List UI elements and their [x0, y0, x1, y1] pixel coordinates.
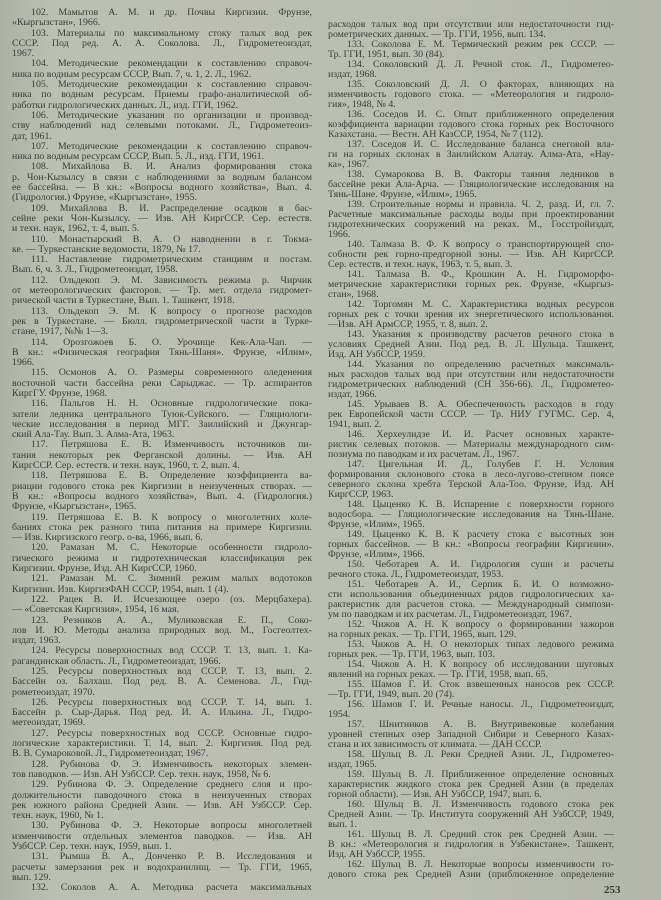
entry-line: 135. Соколовский Д. Л. О факторах, влияющих на [347, 79, 614, 90]
bibliography-entry [328, 700, 614, 720]
bibliography-entry [12, 780, 312, 821]
bibliography-entry [328, 360, 614, 400]
entry-line: метеоиздат, 1969. [12, 717, 86, 729]
entry-line: 127. Ресурсы поверхностных вод СССР. Основные гидро- [31, 727, 312, 739]
entry-line: издат, 1966. [328, 389, 377, 400]
entry-line: Киргизии. Изв. КиргизФАН СССР, 1954, вып. 1 (4). [12, 583, 229, 595]
entry-line: Сер. естеств. и техн. наук, 1963, т. 5, вып. 3. [328, 259, 513, 270]
bibliography-entry [12, 255, 312, 276]
entry-line: 134. Соколовский Д. Л. Речной сток. Л., Гидрометео- [347, 59, 614, 70]
entry-line: работки гидрологических данных. Л., изд. ГГИ, 1962. [12, 99, 239, 111]
bibliography-entry [328, 770, 614, 800]
entry-line: стан», 1968. [328, 289, 379, 300]
entry-line: восточной части бассейна реки Сарыджас. — Тр. аспирантов [12, 377, 312, 389]
entry-line: вып. 1. [328, 819, 357, 830]
entry-line: 156. Шамов Г. И. Речные наносы. Л., Гидрометеоиздат, [347, 699, 614, 710]
entry-line: ческие исследования в период МГГ. Заилийский и Джунгар- [12, 418, 312, 430]
entry-line: 120. Рамазан М. С. Некоторые особенности гидроло- [31, 542, 312, 554]
entry-line: — Изв. Киргизского геогр. о-ва, 1966, вып. 6. [12, 532, 203, 544]
bibliography-entry [12, 235, 312, 256]
entry-line: 144. Указания по определению расчетных максималь- [347, 359, 614, 370]
bibliography-entry [328, 750, 614, 770]
entry-line: должительности паводочного стока в неизученных створах [12, 789, 312, 801]
entry-line: р. Чон-Кызылсу в связи с наблюдениями за водным балансом [12, 171, 312, 183]
entry-line: 1966. [12, 357, 35, 369]
bibliography-entry [12, 883, 312, 893]
bibliography-entry [12, 440, 312, 471]
bibliography-entry [12, 399, 312, 440]
entry-line: Вып. 6, ч. 3. Л., Гидрометеоиздат, 1958. [12, 264, 178, 276]
entry-line: ум по паводкам и их расчетам. Л., Гидрометеоиздат, 1967. [328, 609, 572, 620]
bibliography-entry [328, 560, 614, 580]
entry-line: Фрунзе, «Илим», 1965. [328, 519, 425, 530]
entry-line: горной области). — Изв. АН УзбССР, 1947, вып. 6. [328, 789, 542, 800]
entry-line: 123. Резников А. А., Муликовская Е. П., Соко- [31, 614, 312, 626]
entry-line: Казахстана. — Вестн. АН КазССР, 1954, № 7 (112). [328, 129, 544, 140]
entry-line: дат, 1961. [12, 130, 52, 142]
bibliography-entry [328, 300, 614, 330]
bibliography-entry [12, 513, 312, 544]
entry-line: 131. Рымша В. А., Донченко Р. В. Исследования и [31, 851, 312, 863]
bibliography-entry [12, 543, 312, 574]
entry-line: 158. Шульц В. Л. Реки Средней Азии. Л., Гидрометео- [347, 749, 614, 760]
entry-line: рек Европейской части СССР. — Тр. НИУ ГУГМС. Сер. 4, [328, 409, 614, 420]
entry-line: 115. Осмонов А. О. Размеры современного оледенения [31, 367, 312, 379]
entry-line: горных рек с точки зрения их энергетического использования. [328, 309, 614, 320]
bibliography-entry [12, 595, 312, 616]
bibliography-entry [12, 368, 312, 399]
entry-line: 118. Петряшова Е. В. Определение коэффициента ва- [31, 470, 312, 482]
bibliography-entry [328, 80, 614, 110]
bibliography-entry [12, 760, 312, 781]
bibliography-entry [12, 307, 312, 338]
bibliography-entry [328, 680, 614, 700]
entry-line: ристик селевых потоков. — Материалы международного сим- [328, 439, 614, 450]
bibliography-entry [328, 620, 614, 640]
entry-line: 137. Соседов И. С. Исследование баланса снеговой вла- [347, 139, 614, 150]
bibliography-entry [12, 276, 312, 307]
entry-line: ке. — Туркестанские ведомости, 1879, № 17. [12, 243, 201, 255]
bibliography-entry [12, 616, 312, 647]
bibliography-entry [328, 660, 614, 680]
entry-line: 110. Монастырский В. А. О наводнении в г. Токма- [31, 233, 312, 245]
entry-line: 129. Рубинова Ф. Э. Определение среднего слоя и про- [31, 779, 312, 791]
entry-line: 121. Рамазан М. С. Зимний режим малых водотоков [31, 573, 312, 585]
entry-line: Тр. ГГИ, 1951, вып. 30 (84). [328, 49, 445, 60]
bibliography-entry [12, 111, 312, 142]
entry-line: 112. Ольдекоп Э. М. Зависимость режима р. Чирчик [31, 274, 312, 286]
entry-line: рометеоиздат, 1970. [12, 686, 95, 698]
entry-line: формирования склонового стока в лесо-лугово-степном поясе [328, 469, 614, 480]
entry-line: лов И. Ю. Методы анализа природных вод. М., Госгеолтех- [12, 624, 312, 636]
entry-line: риации годового стока рек Киргизии в неизученных створах. — [12, 480, 312, 492]
bibliography-right-column [328, 20, 614, 880]
entry-line: логические характеристики. Т. 14, вып. 2. Киргизия. Под ред. [12, 738, 312, 750]
entry-line: 102. Мамытов А. М. и др. Почвы Киргизии. Фрунзе, [31, 7, 312, 18]
bibliography-entry [12, 471, 312, 512]
entry-line: ных расходов талых вод при отсутствии или недостаточности [328, 369, 614, 380]
bibliography-entry [328, 170, 614, 200]
entry-line: издат, 1968. [328, 69, 377, 80]
bibliography-entry [12, 80, 312, 111]
bibliography-entry [12, 8, 312, 29]
entry-line: речного стока. Л., Гидрометеоиздат, 1953. [328, 569, 504, 580]
entry-line: 107. Методические рекомендации к составлению справоч- [31, 140, 312, 152]
entry-line: В кн.: «Метеорология и гидрология в Узбекистане». Ташкент, [328, 839, 614, 850]
bibliography-entry [328, 60, 614, 80]
entry-line: — «Советская Киргизия», 1954, 16 мая. [12, 604, 180, 616]
bibliography-entry [12, 698, 312, 729]
bibliography-entry [12, 162, 312, 203]
bibliography-entry [328, 530, 614, 560]
entry-line: характеристик жидкого стока рек Средней Азии (в пределах [328, 779, 614, 790]
entry-line: водосбора. — Гляциологические исследования на Тянь-Шане. [328, 509, 614, 520]
entry-line: рометрических данных. — Тр. ГГИ, 1956, вып. 134. [328, 29, 546, 40]
entry-line: вып. 129. [12, 871, 51, 883]
entry-line: 119. Петряшова Е. В. К вопросу о многолетних коле- [31, 511, 312, 523]
entry-line: Киргизии. Фрунзе, Изд. АН КиргССР, 1960. [12, 563, 197, 575]
entry-line: 155. Шамов Г. И. Сток взвешенных наносов рек СССР. [347, 679, 614, 690]
entry-line: ству наблюдений над селевыми потоками. Л., Гидрометеоиз- [12, 120, 312, 132]
entry-line: 1966. [328, 229, 351, 240]
entry-line: 111. Наставление гидрометрическим станциям и постам. [31, 254, 312, 266]
entry-line: В кн.: «Вопросы водного хозяйства», Вып. 4. (Гидрология.) [12, 490, 312, 502]
bibliography-entry [328, 460, 614, 500]
entry-line: дового стока рек Средней Азии (приближенное определение [328, 869, 614, 880]
entry-line: Расчетные максимальные расходы воды при проектировании [328, 209, 614, 220]
entry-line: гидрометрических наблюдений (СН 356-66). Л., Гидрометео- [328, 379, 614, 390]
entry-line: 151. Чеботарев А. И., Серпик Б. И. О возможно- [347, 579, 614, 590]
entry-line: 152. Чижов А. Н. К вопросу о формировании зажоров [347, 619, 614, 630]
entry-line: 130. Рубинова Ф. Э. Некоторые вопросы многолетней [31, 820, 312, 832]
entry-line: затели ледника центрального Туюк-Суйского. — Гляциологи- [12, 408, 312, 420]
entry-line: 128. Рубинова Ф. Э. Изменчивость некоторых элемен- [31, 758, 312, 770]
entry-line: Фрунзе, «Илим», 1966. [328, 549, 425, 560]
bibliography-entry [328, 580, 614, 620]
entry-line: рек южного района Средней Азии. — Изв. АН УзбССР. Сер. [12, 799, 312, 811]
entry-line: баниях стока рек разного типа питания на примере Киргизии. [12, 521, 312, 533]
entry-line: 138. Сумарокова В. В. Факторы таяния ледников в [347, 169, 614, 180]
entry-line: 122. Рацек В. И. Исчезающее озеро (оз. Мерцбахера). [31, 593, 312, 605]
bibliography-entry [328, 720, 614, 750]
entry-line: 159. Шульц В. Л. Приближенное определение основных [347, 769, 614, 780]
entry-line: собности рек горно-предгорной зоны. — Изв. АН КиргССР. [328, 249, 614, 260]
entry-line: 136. Соседов И. С. Опыт приближенного определения [347, 109, 614, 120]
bibliography-entry [328, 860, 614, 880]
entry-line: ка», 1967. [328, 159, 370, 170]
entry-line: рек в Туркестане. — Бюлл. гидрометрической части в Турке- [12, 315, 312, 327]
entry-line: и техн. наук, 1962, т. 4, вып. 5. [12, 223, 140, 235]
entry-line: 126. Ресурсы поверхностных вод СССР. Т. 14, вып. 1. [31, 696, 312, 708]
entry-line: Тянь-Шане. Фрунзе, «Илим», 1965. [328, 189, 477, 200]
entry-line: 1954. [328, 709, 351, 720]
entry-line: 153. Чижов А. Н. О некоторых типах ледового режима [347, 639, 614, 650]
entry-line: В. В. Сумароковой. Л., Гидрометеоиздат, 1967. [12, 748, 209, 760]
entry-line: 141. Талмаза В. Ф., Крошкин А. Н. Гидроморфо- [347, 269, 614, 280]
entry-line: сти использования объединенных рядов гидрологических ха- [328, 589, 614, 600]
entry-line: издат, 1963. [12, 635, 61, 647]
entry-line: тания некоторых рек Ферганской долины. — Изв. АН [12, 449, 312, 461]
entry-line: КиргГУ. Фрунзе, 1968. [12, 387, 108, 399]
bibliography-entry [328, 330, 614, 360]
entry-line: 160. Шульц В. Л. Изменчивость годового стока рек [347, 799, 614, 810]
entry-line: расчеты замерзания рек и водохранилищ. — Тр. ГГИ, 1965, [12, 861, 312, 873]
entry-line: (Гидрология.) Фрунзе, «Кыргызстан», 1955. [12, 192, 197, 204]
entry-line: СССР. Под ред. А. А. Соколова. Л., Гидрометеоиздат, [12, 37, 312, 49]
entry-line: ги на горных склонах в Заилийском Алатау. Алма-Ата, «Нау- [328, 149, 614, 160]
entry-line: стана и их зависимость от климата. — ДАН СССР. [328, 739, 542, 750]
entry-line: 143. Указания к производству расчетов речного стока в [347, 329, 614, 340]
entry-line: 117. Петряшова Е. В. Изменчивость источников пи- [31, 439, 312, 451]
entry-line: изменчивости отдельных элементов паводков. — Изв. АН [12, 830, 312, 842]
entry-line: 162. Шульц В. Л. Некоторые вопросы изменчивости го- [347, 859, 614, 870]
bibliography-entry [328, 20, 614, 40]
bibliography-entry [12, 852, 312, 883]
bibliography-entry [12, 574, 312, 595]
page-number: 253 [604, 884, 621, 896]
entry-line: 105. Методические рекомендации к составлению справоч- [31, 79, 312, 91]
bibliography-entry [328, 400, 614, 430]
entry-line: 1941, вып. 2. [328, 419, 382, 430]
bibliography-entry [328, 830, 614, 860]
entry-line: Изд. АН УзбССР, 1955. [328, 849, 426, 860]
entry-line: уровней степных озер Западной Сибири и Северного Казах- [328, 729, 614, 740]
entry-line: издат, 1965. [328, 759, 377, 770]
entry-line: Бассейн оз. Балхаш. Под ред. В. А. Семенова. Л., Гид- [12, 676, 312, 688]
entry-line: рагандинская область. Л., Гидрометеоиздат, 1966. [12, 655, 221, 667]
bibliography-entry [12, 667, 312, 698]
entry-line: гического режима и гидротехническая классификация рек [12, 552, 312, 564]
entry-line: Фрунзе, «Кыргызстан», 1965. [12, 501, 137, 513]
bibliography-left-column [12, 8, 312, 894]
entry-line: техн. наук, 1960, № 1. [12, 810, 104, 822]
entry-line: коэффициента вариации годового стока горных рек Восточного [328, 119, 614, 130]
entry-line: Средней Азии. — Тр. Института сооружений АН УзбССР, 1949, [328, 809, 614, 820]
entry-line: метрические характеристики горных рек. Фрунзе, «Кыргыз- [328, 279, 614, 290]
bibliography-entry [328, 140, 614, 170]
entry-line: бассейне реки Ала-Арча. — Гляциологические исследования на [328, 179, 614, 190]
entry-line: рической части в Туркестане, Вып. 1. Ташкент, 1918. [12, 295, 235, 307]
entry-line: 1967. [12, 48, 35, 60]
bibliography-entry [12, 59, 312, 80]
entry-line: 142. Торгомян М. С. Характеристика водных ресурсов [347, 299, 614, 310]
entry-line: Бассейн р. Сыр-Дарья. Под ред. И. А. Ильина. Л., Гидро- [12, 707, 312, 719]
entry-line: 148. Цыценко К. В. Испарение с поверхности горного [347, 499, 614, 510]
bibliography-entry [328, 640, 614, 660]
bibliography-entry [12, 142, 312, 163]
bibliography-entry [328, 240, 614, 270]
entry-line: 106. Методические указания по организации и производ- [31, 109, 312, 121]
entry-line: 104. Методические рекомендации к составлению справоч- [31, 58, 312, 70]
entry-line: расходов талых вод при отсутствии или недостаточности гид- [328, 19, 614, 30]
bibliography-entry [328, 200, 614, 240]
entry-line: 133. Соколова Е. М. Термический режим рек СССР. — [347, 39, 614, 50]
entry-line: 150. Чеботарев А. И. Гидрология суши и расчеты [347, 559, 614, 570]
entry-line: 157. Шнитников А. В. Внутривековые колебания [347, 719, 614, 730]
bibliography-entry [12, 29, 312, 60]
entry-line: 139. Строительные нормы и правила. Ч. 2, разд. И, гл. 7. [347, 199, 614, 210]
bibliography-entry [328, 500, 614, 530]
bibliography-entry [328, 40, 614, 60]
entry-line: ника по водным ресурсам СССР, Вып. 5. Л., изд. ГГИ, 1961. [12, 151, 265, 163]
entry-line: УзбССР. Сер. техн. наук, 1959, вып. 1. [12, 841, 172, 853]
entry-line: 108. Михайлова В. И. Анализ формирования стока [31, 161, 312, 173]
entry-line: гия», 1948, № 4. [328, 99, 396, 110]
entry-line: гидротехнических сооружений на реках. М., Госстройиздат, [328, 219, 614, 230]
entry-line: КиргССР, 1963. [328, 489, 394, 500]
bibliography-entry [328, 800, 614, 830]
entry-line: 161. Шульц В. Л. Средний сток рек Средней Азии. — [347, 829, 614, 840]
bibliography-entry [12, 729, 312, 760]
entry-line: 145. Урываев В. А. Обеспеченность расходов в году [347, 399, 614, 410]
entry-line: 132. Соколов А. А. Методика расчета максимальных [31, 882, 312, 894]
entry-line: КиргССР. Сер. естеств. и техн. наук, 1960, т. 2, вып. 4. [12, 460, 240, 472]
bibliography-entry [328, 270, 614, 300]
entry-line: ника по водным ресурсам СССР, Вып. 7, ч. 1, 2. Л., 1962. [12, 68, 252, 80]
entry-line: —Изв. АН АрмССР, 1955, т. 8, вып. 2. [328, 319, 488, 330]
entry-line: 154. Чижов А. Н. К вопросу об исследовании шуговых [347, 659, 614, 670]
entry-line: ника по водным ресурсам. Приемы графо-аналитической об- [12, 89, 312, 101]
bibliography-entry [12, 821, 312, 852]
entry-line: ский Ала-Тау. Вып. 3. Алма-Ата, 1963. [12, 429, 175, 441]
entry-line: от метеорологических факторов. — Тр. мет. отдела гидромет- [12, 285, 312, 297]
entry-line: позиума по паводкам и их расчетам. Л., 1967. [328, 449, 520, 460]
entry-line: 103. Материалы по максимальному стоку талых вод рек [31, 27, 312, 39]
entry-line: 124. Ресурсы поверхностных вод СССР. Т. 13, вып. 1. Ка- [31, 645, 312, 657]
entry-line: стане, 1917, №№ 1—3. [12, 326, 109, 338]
entry-line: 109. Михайлова В. И. Распределение осадков в бас- [31, 202, 312, 214]
entry-line: 125. Ресурсы поверхностных вод СССР. Т. 13, вып. 2. [31, 666, 312, 677]
entry-line: горных рек. — Тр. ГГИ, 1963, вып. 103. [328, 649, 495, 660]
entry-line: 147. Цигельная И. Д., Голубев Г. Н. Условия [347, 459, 614, 470]
bibliography-entry [12, 338, 312, 369]
entry-line: «Кыргызстан», 1966. [12, 17, 101, 29]
entry-line: Изд. АН УзбССР, 1959. [328, 349, 426, 360]
entry-line: изменчивость годового стока. — «Метеорология и гидроло- [328, 89, 614, 100]
entry-line: условиях Средней Азии. Под ред. В. Л. Шульца. Ташкент, [328, 339, 614, 350]
entry-line: 146. Херхеулидзе И. И. Расчет основных характе- [347, 429, 614, 440]
entry-line: рактеристик для расчетов стока. — Международный симпози- [328, 599, 614, 610]
bibliography-entry [328, 430, 614, 460]
entry-line: горных бассейнов. — В кн.: «Вопросы географии Киргизии». [328, 539, 614, 550]
entry-line: 140. Талмаза В. Ф. К вопросу о транспортирующей спо- [347, 239, 614, 250]
entry-line: —Тр. ГГИ, 1949, вып. 20 (74). [328, 689, 455, 700]
entry-line: явлений на горных реках. — Тр. ГГИ, 1958, вып. 65. [328, 669, 548, 680]
entry-line: 114. Орозгожоев Б. О. Урочище Кек-Ала-Чап. — [31, 336, 312, 348]
entry-line: 149. Цыценко К. В. К расчету стока с высотных зон [347, 529, 614, 540]
entry-line: В кн.: «Физическая география Тянь-Шаня». Фрунзе, «Илим», [12, 346, 312, 358]
entry-line: сейне реки Чон-Кызылсу. — Изв. АН КиргССР. Сер. естеств. [12, 212, 312, 224]
entry-line: тов паводков. — Изв. АН УзбССР. Сер. техн. наук, 1958, № 6. [12, 768, 271, 780]
entry-line: на горных реках. — Тр. ГГИ, 1965, вып. 129. [328, 629, 517, 640]
bibliography-entry [12, 646, 312, 667]
bibliography-entry [12, 204, 312, 235]
entry-line: ее бассейна. — В кн.: «Вопросы водного хозяйства», Вып. 4. [12, 182, 312, 194]
entry-line: 113. Ольдекоп Э. М. К вопросу о прогнозе расходов [31, 305, 312, 317]
entry-line: 116. Пальгов Н. Н. Основные гидрологические пока- [31, 398, 312, 410]
bibliography-entry [328, 110, 614, 140]
entry-line: северного склона хребта Терской Ала-Тоо. Фрунзе, Изд. АН [328, 479, 614, 490]
